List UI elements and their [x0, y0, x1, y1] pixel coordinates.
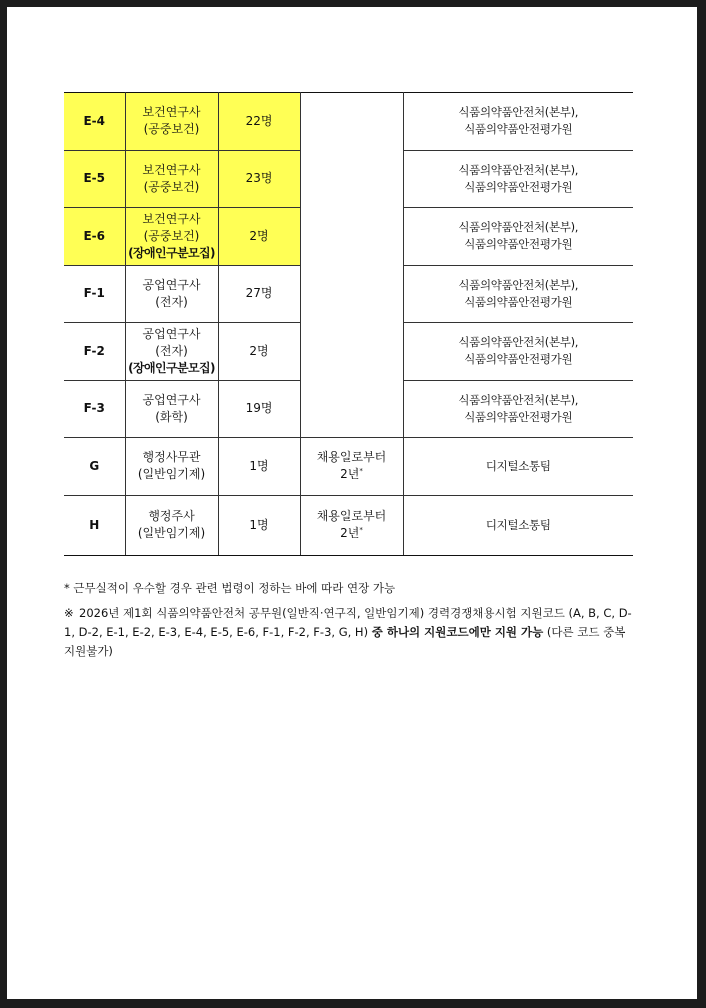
position-field: (전자) — [155, 343, 188, 358]
agency-line: 식품의약품안전평가원 — [464, 352, 573, 367]
footnote-mark: * — [359, 467, 363, 476]
rule-text: 2026년 제1회 식품의약품안전처 공무원(일반직·연구직, 일반임기제) 경력경쟁채용시험 지원코드 (A, B, C, D-1, D-2, E-1, E-2, E-3, E-4, E-5, E-6, F-1, F-2, F-3, G, H) — [64, 606, 632, 639]
headcount-cell: 1명 — [218, 438, 300, 496]
agency-line: 디지털소통팀 — [485, 458, 551, 473]
headcount-cell: 2명 — [218, 208, 300, 266]
headcount-cell: 23명 — [218, 150, 300, 208]
position-cell — [125, 495, 218, 555]
agency-line: 식품의약품안전처(본부), — [458, 105, 579, 120]
position-title: 공업연구사 — [142, 277, 201, 292]
position-title: 보건연구사 — [142, 211, 201, 226]
agency-cell — [403, 380, 633, 438]
disability-quota-label: (장애인구분모집) — [128, 245, 215, 260]
term-cell — [300, 438, 403, 496]
table-row — [64, 495, 633, 555]
position-title: 보건연구사 — [142, 162, 201, 177]
reference-mark: ※ — [64, 606, 74, 620]
position-title: 행정사무관 — [142, 450, 201, 465]
agency-cell — [403, 265, 633, 323]
support-code-cell: E-4 — [64, 93, 125, 151]
footnote-text: * 근무실적이 우수할 경우 관련 법령이 정하는 바에 따라 연장 가능 — [64, 581, 396, 595]
position-field: (전자) — [155, 294, 188, 309]
table-row — [64, 93, 633, 151]
position-cell — [125, 208, 218, 266]
position-title: 공업연구사 — [142, 326, 201, 341]
agency-line: 식품의약품안전처(본부), — [458, 392, 579, 407]
agency-line: 식품의약품안전처(본부), — [458, 277, 579, 292]
agency-line: 식품의약품안전처(본부), — [458, 220, 579, 235]
position-title: 공업연구사 — [142, 392, 201, 407]
agency-line: 디지털소통팀 — [485, 517, 551, 532]
footnote-mark: * — [359, 526, 363, 534]
position-cell — [125, 323, 218, 381]
rule-parenthetical: (다른 코드 중복 지원불가) — [64, 625, 626, 658]
agency-line: 식품의약품안전처(본부), — [458, 335, 579, 350]
term-duration — [301, 466, 403, 483]
agency-cell — [403, 93, 633, 151]
term-line: 채용일로부터 — [316, 509, 387, 523]
position-title: 보건연구사 — [142, 105, 201, 120]
term-years: 2년 — [340, 526, 360, 540]
position-field: (일반임기제) — [137, 526, 206, 540]
support-code-cell: E-5 — [64, 150, 125, 208]
support-code-cell: F-2 — [64, 323, 125, 381]
term-years: 2년 — [340, 467, 360, 482]
position-cell — [125, 380, 218, 438]
support-code-cell: G — [64, 438, 125, 496]
position-field: (일반임기제) — [137, 467, 206, 482]
position-field: (화학) — [155, 409, 188, 424]
term-duration — [301, 525, 403, 542]
position-field: (공중보건) — [143, 179, 200, 194]
rule-emphasis: 중 하나의 지원코드에만 지원 가능 — [371, 625, 544, 639]
footnote-extension — [64, 579, 639, 598]
position-title: 행정주사 — [148, 509, 195, 523]
agency-cell — [403, 150, 633, 208]
position-cell — [125, 150, 218, 208]
support-code-cell: F-1 — [64, 265, 125, 323]
agency-line: 식품의약품안전평가원 — [464, 179, 573, 194]
table-row — [64, 438, 633, 496]
document-page — [7, 7, 697, 999]
agency-line: 식품의약품안전평가원 — [464, 409, 573, 424]
agency-line: 식품의약품안전평가원 — [464, 237, 573, 252]
position-cell — [125, 265, 218, 323]
agency-line: 식품의약품안전평가원 — [464, 122, 573, 137]
position-field: (공중보건) — [143, 122, 200, 137]
agency-line: 식품의약품안전처(본부), — [458, 162, 579, 177]
term-line: 채용일로부터 — [316, 450, 387, 465]
disability-quota-label: (장애인구분모집) — [128, 360, 215, 375]
headcount-cell: 1명 — [218, 495, 300, 555]
agency-line: 식품의약품안전평가원 — [464, 294, 573, 309]
headcount-cell: 19명 — [218, 380, 300, 438]
agency-cell — [403, 438, 633, 496]
agency-cell — [403, 495, 633, 555]
position-field: (공중보건) — [143, 228, 200, 243]
term-cell — [300, 495, 403, 555]
agency-cell — [403, 208, 633, 266]
recruitment-table — [64, 92, 633, 556]
position-cell — [125, 93, 218, 151]
headcount-cell: 27명 — [218, 265, 300, 323]
support-code-cell: H — [64, 495, 125, 555]
agency-cell — [403, 323, 633, 381]
footnote-application-rule — [64, 604, 639, 661]
term-cell-empty — [300, 93, 403, 438]
support-code-cell: F-3 — [64, 380, 125, 438]
headcount-cell: 2명 — [218, 323, 300, 381]
headcount-cell: 22명 — [218, 93, 300, 151]
position-cell — [125, 438, 218, 496]
support-code-cell: E-6 — [64, 208, 125, 266]
